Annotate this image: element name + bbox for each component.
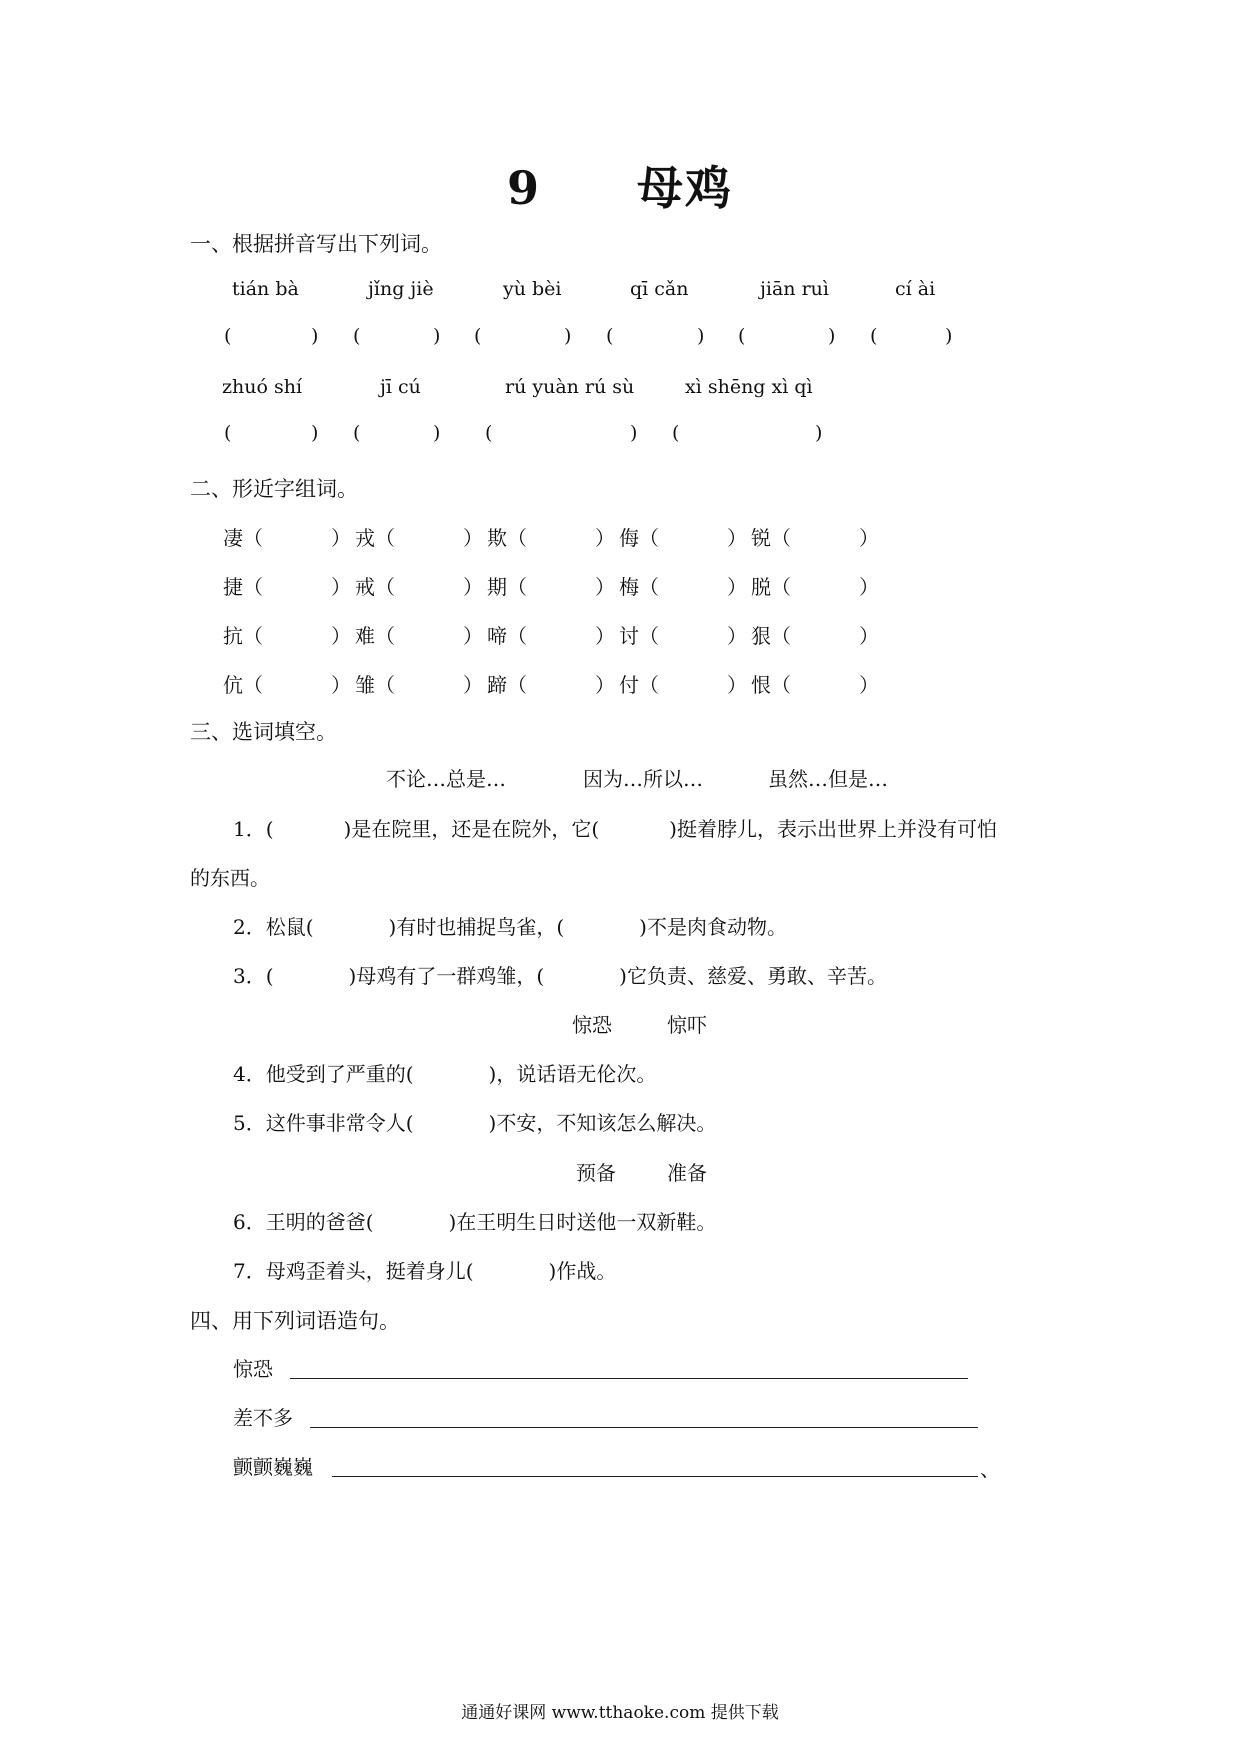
lesson-title: 母鸡 <box>637 161 733 215</box>
question-4: 4．他受到了严重的( )，说话语无伦次。 <box>233 1062 657 1086</box>
word-blank: （ ） <box>771 526 879 550</box>
char-word-item <box>751 522 879 551</box>
char-word-item <box>487 620 615 649</box>
word-blank: （ ） <box>771 575 879 599</box>
char-word-item <box>223 571 351 600</box>
char: 付 <box>619 673 639 697</box>
footer-source: 通通好课网 www.tthaoke.com 提供下载 <box>461 1703 779 1723</box>
char-word-item <box>355 669 483 698</box>
word-blank: （ ） <box>375 673 483 697</box>
option-phrase: 不论…总是… <box>386 767 506 791</box>
option-word: 惊吓 <box>667 1013 707 1037</box>
answer-blank-close: ) <box>311 422 319 444</box>
char: 梅 <box>619 575 639 599</box>
word-blank: （ ） <box>243 673 351 697</box>
char-word-item <box>223 522 351 551</box>
pinyin-item: zhuó shí <box>222 376 303 398</box>
char: 锐 <box>751 526 771 550</box>
char: 期 <box>487 575 507 599</box>
answer-blank-close: ) <box>815 422 823 444</box>
option-phrase: 虽然…但是… <box>768 767 888 791</box>
word-blank: （ ） <box>243 575 351 599</box>
char-word-item <box>619 571 747 600</box>
answer-line[interactable] <box>290 1378 968 1379</box>
answer-blank-close: ) <box>311 325 319 347</box>
question-1-continued: 的东西。 <box>190 866 270 890</box>
answer-blank-open: ( <box>224 422 232 444</box>
answer-line[interactable] <box>310 1427 978 1428</box>
section-3-heading: 三、选词填空。 <box>190 720 337 744</box>
char-word-item <box>355 522 483 551</box>
char: 难 <box>355 624 375 648</box>
answer-blank-open: ( <box>870 325 878 347</box>
pinyin-item: xì shēng xì qì <box>685 376 813 398</box>
char-word-item <box>487 522 615 551</box>
pinyin-item: yù bèi <box>503 278 562 300</box>
char: 抗 <box>223 624 243 648</box>
answer-blank-open: ( <box>224 325 232 347</box>
pinyin-item: jǐng jiè <box>368 278 434 300</box>
char: 侮 <box>619 526 639 550</box>
word-blank: （ ） <box>375 575 483 599</box>
char: 啼 <box>487 624 507 648</box>
answer-blank-close: ) <box>564 325 572 347</box>
answer-blank-open: ( <box>474 325 482 347</box>
question-6: 6．王明的爸爸( )在王明生日时送他一双新鞋。 <box>233 1210 717 1234</box>
question-3: 3．( )母鸡有了一群鸡雏，( )它负责、慈爱、勇敢、辛苦。 <box>233 964 887 988</box>
word-blank: （ ） <box>507 624 615 648</box>
answer-blank-open: ( <box>353 325 361 347</box>
word-blank: （ ） <box>771 624 879 648</box>
answer-blank-close: ) <box>945 325 953 347</box>
char-word-item <box>619 522 747 551</box>
word-blank: （ ） <box>243 526 351 550</box>
char-word-item <box>487 571 615 600</box>
pinyin-item: qī cǎn <box>630 278 689 300</box>
char-word-item <box>619 620 747 649</box>
question-1: 1．( )是在院里，还是在院外，它( )挺着脖儿，表示出世界上并没有可怕 <box>233 817 997 841</box>
option-word: 准备 <box>667 1161 707 1185</box>
section-1-heading: 一、根据拼音写出下列词。 <box>190 232 442 256</box>
char: 捷 <box>223 575 243 599</box>
char: 伉 <box>223 673 243 697</box>
char-word-item <box>619 669 747 698</box>
char: 讨 <box>619 624 639 648</box>
char-word-item <box>355 620 483 649</box>
answer-blank-open: ( <box>485 422 493 444</box>
trailing-mark: 、 <box>980 1457 1000 1481</box>
word-blank: （ ） <box>507 575 615 599</box>
word-blank: （ ） <box>771 673 879 697</box>
word-blank: （ ） <box>375 624 483 648</box>
option-phrase: 因为…所以… <box>583 767 703 791</box>
char: 脱 <box>751 575 771 599</box>
sentence-word: 差不多 <box>233 1406 293 1430</box>
option-word: 预备 <box>576 1161 616 1185</box>
option-word: 惊恐 <box>572 1013 612 1037</box>
word-blank: （ ） <box>243 624 351 648</box>
char: 戎 <box>355 526 375 550</box>
pinyin-item: tián bà <box>232 278 299 300</box>
section-4-heading: 四、用下列词语造句。 <box>190 1309 400 1333</box>
char: 戒 <box>355 575 375 599</box>
word-blank: （ ） <box>639 624 747 648</box>
sentence-word: 颤颤巍巍 <box>233 1455 313 1479</box>
page-title <box>0 152 1240 218</box>
word-blank: （ ） <box>639 526 747 550</box>
sentence-word: 惊恐 <box>233 1357 273 1381</box>
word-blank: （ ） <box>507 526 615 550</box>
char: 欺 <box>487 526 507 550</box>
char: 蹄 <box>487 673 507 697</box>
pinyin-item: cí ài <box>895 278 936 300</box>
question-5: 5．这件事非常令人( )不安，不知该怎么解决。 <box>233 1111 717 1135</box>
char-word-item <box>487 669 615 698</box>
char: 凄 <box>223 526 243 550</box>
answer-blank-open: ( <box>672 422 680 444</box>
answer-blank-open: ( <box>606 325 614 347</box>
pinyin-item: rú yuàn rú sù <box>505 376 635 398</box>
char-word-item <box>751 620 879 649</box>
char: 狠 <box>751 624 771 648</box>
answer-blank-close: ) <box>828 325 836 347</box>
question-7: 7．母鸡歪着头，挺着身儿( )作战。 <box>233 1259 617 1283</box>
answer-blank-close: ) <box>630 422 638 444</box>
word-blank: （ ） <box>375 526 483 550</box>
word-blank: （ ） <box>639 575 747 599</box>
question-2: 2．松鼠( )有时也捕捉鸟雀，( )不是肉食动物。 <box>233 915 787 939</box>
char-word-item <box>751 669 879 698</box>
section-2-heading: 二、形近字组词。 <box>190 477 358 501</box>
lesson-number: 9 <box>507 161 542 215</box>
char-word-item <box>223 620 351 649</box>
answer-line[interactable] <box>332 1476 978 1477</box>
answer-blank-close: ) <box>697 325 705 347</box>
word-blank: （ ） <box>507 673 615 697</box>
char: 雏 <box>355 673 375 697</box>
pinyin-item: jiān ruì <box>760 278 829 300</box>
char: 恨 <box>751 673 771 697</box>
answer-blank-close: ) <box>433 422 441 444</box>
char-word-item <box>355 571 483 600</box>
answer-blank-close: ) <box>433 325 441 347</box>
pinyin-item: jī cú <box>380 376 421 398</box>
char-word-item <box>751 571 879 600</box>
answer-blank-open: ( <box>353 422 361 444</box>
char-word-item <box>223 669 351 698</box>
answer-blank-open: ( <box>738 325 746 347</box>
word-blank: （ ） <box>639 673 747 697</box>
